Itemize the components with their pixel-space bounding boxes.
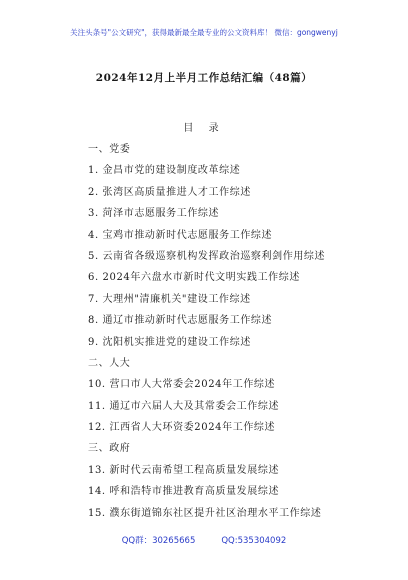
toc-item: 5. 云南省各级巡察机构发挥政治巡察利剑作用综述 bbox=[88, 250, 326, 262]
toc-item: 11. 通辽市六届人大及其常委会工作综述 bbox=[88, 400, 280, 412]
toc-section-party: 一、党委 bbox=[88, 144, 131, 155]
toc-section-government: 三、政府 bbox=[88, 443, 131, 455]
toc-heading: 目 录 bbox=[183, 123, 225, 134]
toc-item: 3. 菏泽市志愿服务工作综述 bbox=[88, 208, 220, 220]
toc-item: 10. 营口市人大常委会2024年工作综述 bbox=[88, 379, 276, 391]
toc-item: 6. 2024年六盘水市新时代文明实践工作综述 bbox=[88, 272, 300, 284]
toc-item: 4. 宝鸡市推动新时代志愿服务工作综述 bbox=[88, 229, 273, 241]
toc-item: 9. 沈阳机实推进党的建设工作综述 bbox=[88, 336, 251, 348]
toc-item: 2. 张湾区高质量推进人才工作综述 bbox=[88, 186, 251, 198]
toc-item: 1. 金昌市党的建设制度改革综述 bbox=[88, 165, 241, 177]
toc-item: 8. 通辽市推动新时代志愿服务工作综述 bbox=[88, 315, 273, 327]
qq-number-text: QQ:535304092 bbox=[221, 536, 287, 546]
footer-contact bbox=[0, 534, 408, 546]
document-title: 2024年12月上半月工作总结汇编（48篇） bbox=[95, 72, 313, 84]
toc-item: 12. 江西省人大环资委2024年工作综述 bbox=[88, 422, 276, 434]
toc-section-npc: 二、人大 bbox=[88, 357, 131, 369]
toc-item: 13. 新时代云南希望工程高质量发展综述 bbox=[88, 464, 280, 476]
qq-group-text: QQ群：30265665 bbox=[121, 536, 196, 546]
toc-item: 14. 呼和浩特市推进教育高质量发展综述 bbox=[88, 486, 280, 498]
header-banner: 关注头条号"公文研究"，获得最新最全最专业的公文资料库！ 微信：gongwenyj bbox=[70, 28, 338, 37]
toc-item: 15. 濮东街道锦东社区提升社区治理水平工作综述 bbox=[88, 507, 322, 519]
toc-item: 7. 大理州"清廉机关"建设工作综述 bbox=[88, 293, 251, 305]
table-of-contents bbox=[88, 139, 388, 524]
